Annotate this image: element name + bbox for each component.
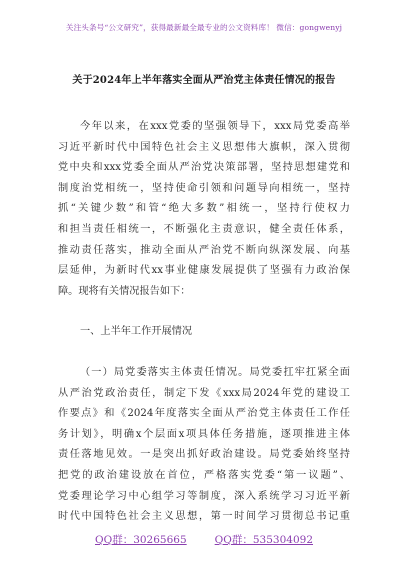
- paragraph-line: 抓“关键少数”和管“绝大多数”相统一，坚持行使权力: [58, 203, 350, 215]
- paragraph-line: 习近平新时代中国特色社会主义思想伟大旗帜，深入贯彻: [58, 141, 350, 153]
- qq-group-link[interactable]: QQ群：30265665: [94, 534, 187, 546]
- paragraph-gap: [58, 302, 350, 322]
- paragraph-line: 作要点》和《2024年度落实全面从严治党主体责任工作任: [58, 408, 350, 420]
- paragraph-line: 推动责任落实，推动全面从严治党不断向纵深发展、向基: [58, 244, 350, 256]
- paragraph-line: 把党的政治建设放在首位，严格落实党委“第一议题”、: [58, 469, 350, 481]
- paragraph-line: 务计划》，明确x个层面x项具体任务措施，逐项推进主体: [58, 428, 350, 440]
- qq-group-link[interactable]: QQ群：535304092: [214, 534, 313, 546]
- paragraph-line: 今年以来，在xxx党委的坚强领导下，xxx局党委高举: [80, 121, 350, 132]
- paragraph-line: 层延伸，为新时代xx事业健康发展提供了坚强有力政治保: [58, 265, 350, 277]
- paragraph-line: 党委理论学习中心组学习等制度，深入系统学习习近平新: [58, 490, 350, 502]
- paragraph-line: 和担当责任相统一，不断强化主责意识，健全责任体系，: [58, 223, 350, 235]
- paragraph-line: 障。现将有关情况报告如下：: [58, 285, 191, 297]
- promo-banner: 关注头条号“公文研究”，获得最新最全最专业的公文资料库！ 微信：gongwenyj: [65, 23, 343, 32]
- section-heading: 一、上半年工作开展情况: [80, 326, 193, 338]
- paragraph-line: 责任落地见效。一是突出抓好政治建设。局党委始终坚持: [58, 449, 350, 461]
- paragraph-line: 制度治党相统一，坚持使命引领和问题导向相统一，坚持: [58, 182, 350, 194]
- paragraph-gap: [58, 343, 350, 363]
- footer-contacts: [0, 532, 408, 547]
- paragraph-line: （一）局党委落实主体责任情况。局党委扛牢扛紧全面: [80, 366, 350, 378]
- paragraph-line: 从严治党政治责任，制定下发《xxx局2024年党的建设工: [58, 387, 350, 399]
- paragraph-line: 党中央和xxx党委全面从严治党决策部署，坚持思想建党和: [58, 162, 350, 174]
- document-title: 关于2024年上半年落实全面从严治党主体责任情况的报告: [72, 75, 336, 86]
- document-body: [58, 117, 350, 528]
- paragraph-line: 时代中国特色社会主义思想，第一时间学习贯彻总书记重: [58, 511, 350, 523]
